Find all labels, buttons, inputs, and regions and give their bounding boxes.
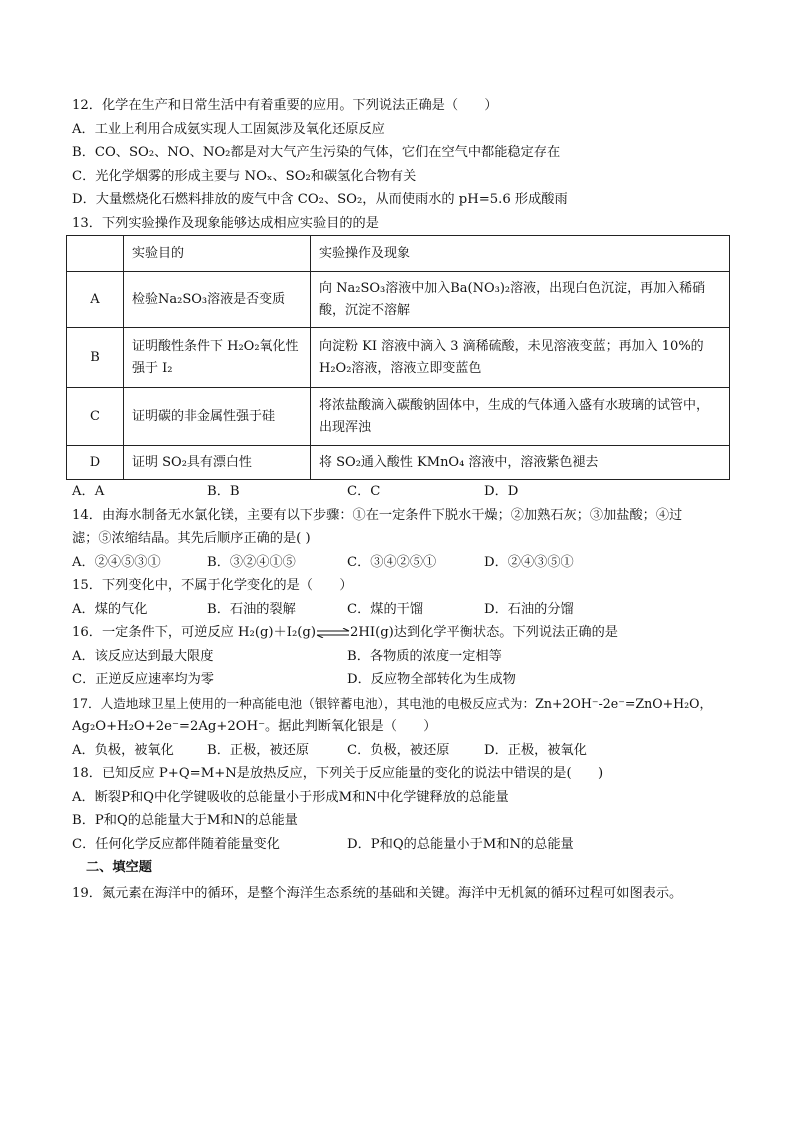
row-aim: 证明 SO₂具有漂白性 — [124, 446, 311, 480]
q17-stem-line1: 17．人造地球卫星上使用的一种高能电池（银锌蓄电池），其电池的电极反应式为：Zn+2OH⁻-2e⁻=ZnO+H₂O， — [72, 695, 713, 711]
q13-option: C．C — [347, 484, 381, 499]
q13-table-header — [67, 236, 730, 272]
q17-option: C．负极，被还原 — [347, 742, 450, 758]
q15-option: D．石油的分馏 — [484, 601, 574, 617]
q16-option-d: D．反应物全部转化为生成物 — [347, 672, 516, 687]
header-label-cell — [67, 236, 124, 272]
header-op: 实验操作及现象 — [311, 236, 730, 272]
row-op: 将浓盐酸滴入碳酸钠固体中，生成的气体通入盛有水玻璃的试管中，出现浑浊 — [311, 388, 730, 446]
header-aim: 实验目的 — [124, 236, 311, 272]
q14-options — [72, 551, 732, 575]
row-label: A — [67, 272, 124, 328]
row-aim: 证明碳的非金属性强于硅 — [124, 388, 311, 446]
q18-option-c: C．任何化学反应都伴随着能量变化 — [72, 836, 280, 852]
row-op: 向 Na₂SO₃溶液中加入Ba(NO₃)₂溶液，出现白色沉淀，再加入稀硝酸，沉淀不溶解 — [311, 272, 730, 328]
q12-option-c: C．光化学烟雾的形成主要与 NOₓ、SO₂和碳氢化合物有关 — [72, 168, 417, 184]
q14-option: A．②④⑤③① — [72, 554, 161, 570]
q14-option: D．②④③⑤① — [484, 554, 574, 570]
row-label: C — [67, 388, 124, 446]
q18-option-a: A．断裂P和Q中化学键吸收的总能量小于形成M和N中化学键释放的总能量 — [72, 789, 509, 805]
q17-stem-line2: Ag₂O+H₂O+2e⁻=2Ag+2OH⁻。据此判断氧化银是（ ） — [72, 719, 437, 734]
q14-option: C．③④②⑤① — [347, 554, 437, 570]
table-row — [67, 388, 730, 446]
q16-stem — [72, 621, 732, 645]
q13-option: A．A — [72, 484, 105, 499]
reversible-arrow-icon — [316, 628, 350, 638]
table-row — [67, 328, 730, 388]
row-op: 将 SO₂通入酸性 KMnO₄ 溶液中，溶液紫色褪去 — [311, 446, 730, 480]
row-label: B — [67, 328, 124, 388]
row-aim: 检验Na₂SO₃溶液是否变质 — [124, 272, 311, 328]
q17-options — [72, 739, 732, 763]
q18-option-d: D．P和Q的总能量小于M和N的总能量 — [347, 836, 574, 852]
q17-option: B．正极，被还原 — [207, 742, 310, 758]
q16-option-b: B．各物质的浓度一定相等 — [347, 648, 502, 664]
q14-stem-line1: 14．由海水制备无水氯化镁，主要有以下步骤：①在一定条件下脱水干燥；②加熟石灰；③加盐酸；④过 — [72, 507, 683, 523]
q15-option: B．石油的裂解 — [207, 601, 296, 617]
q16-options-row2 — [72, 668, 732, 692]
q17-option: D．正极，被氧化 — [484, 742, 587, 758]
q13-option: B．B — [207, 484, 240, 499]
q12-option-d: D．大量燃烧化石燃料排放的废气中含 CO₂、SO₂，从而使雨水的 pH=5.6 形成酸雨 — [72, 192, 568, 207]
q14-stem-line2: 滤；⑤浓缩结晶。其先后顺序正确的是( ) — [72, 531, 311, 546]
row-label: D — [67, 446, 124, 480]
q12-stem: 12．化学在生产和日常生活中有着重要的应用。下列说法正确是（ ） — [72, 98, 498, 113]
q15-options — [72, 598, 732, 622]
q15-option: C．煤的干馏 — [347, 601, 424, 617]
q16-options-row1 — [72, 645, 732, 669]
q16-option-c: C．正逆反应速率均为零 — [72, 672, 214, 687]
q15-stem: 15．下列变化中，不属于化学变化的是（ ） — [72, 578, 353, 593]
section-heading: 二、填空题 — [86, 860, 152, 875]
q12-option-b: B．CO、SO₂、NO、NO₂都是对大气产生污染的气体，它们在空气中都能稳定存在 — [72, 145, 561, 160]
q16-stem-pre: 16．一定条件下，可逆反应 H₂(g)＋I₂(g) — [72, 625, 316, 640]
q15-option: A．煤的气化 — [72, 601, 148, 617]
q13-options — [72, 480, 732, 504]
row-op: 向淀粉 KI 溶液中滴入 3 滴稀硫酸，未见溶液变蓝；再加入 10%的 H₂O₂溶液，溶液立即变蓝色 — [311, 328, 730, 388]
row-aim: 证明酸性条件下 H₂O₂氧化性强于 I₂ — [124, 328, 311, 388]
q18-option-b: B．P和Q的总能量大于M和N的总能量 — [72, 813, 298, 828]
q16-stem-post: 2HI(g)达到化学平衡状态。下列说法正确的是 — [349, 625, 618, 640]
q14-option: B．③②④①⑤ — [207, 554, 296, 570]
q18-options-row — [72, 833, 732, 857]
q16-option-a: A．该反应达到最大限度 — [72, 648, 214, 664]
q12-option-a: A．工业上利用合成氨实现人工固氮涉及氧化还原反应 — [72, 121, 385, 137]
q18-stem: 18．已知反应 P+Q=M+N是放热反应，下列关于反应能量的变化的说法中错误的是( ) — [72, 766, 604, 781]
table-row — [67, 446, 730, 480]
q17-option: A．负极，被氧化 — [72, 742, 174, 758]
q13-stem: 13．下列实验操作及现象能够达成相应实验目的的是 — [72, 215, 379, 231]
q13-option: D．D — [484, 484, 519, 499]
exam-page — [72, 94, 732, 905]
q19-stem: 19．氮元素在海洋中的循环，是整个海洋生态系统的基础和关键。海洋中无机氮的循环过程可如图表示。 — [72, 885, 683, 901]
table-row — [67, 272, 730, 328]
q13-table — [66, 235, 730, 480]
